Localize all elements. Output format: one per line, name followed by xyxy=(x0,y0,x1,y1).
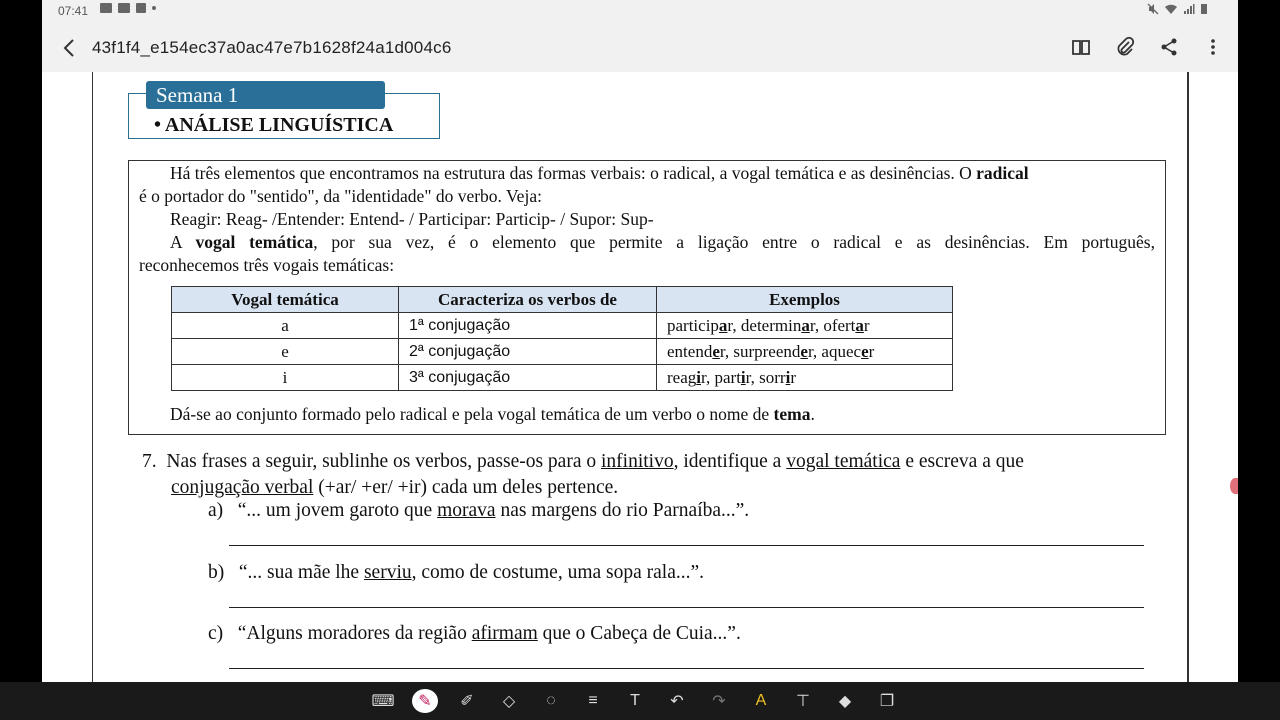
page-left-border xyxy=(92,72,93,682)
item-text: “Alguns moradores da região xyxy=(237,623,472,644)
shapes-icon[interactable]: ◆ xyxy=(838,693,852,710)
item-letter: a) xyxy=(208,500,224,521)
conjugacao-term: conjugação verbal xyxy=(171,477,314,498)
vogal-cell: a xyxy=(172,313,399,339)
table-row xyxy=(172,365,953,391)
question-text: (+ar/ +er/ +ir) cada um deles pertence. xyxy=(313,477,619,498)
exemplos-cell: entender, surpreender, aquecer xyxy=(657,339,953,365)
page-right-border xyxy=(1187,72,1189,682)
example-verb: ofertar xyxy=(823,315,870,335)
table-row xyxy=(172,313,953,339)
vogal-tematica-term: vogal temática xyxy=(195,232,314,252)
exemplos-cell: reagir, partir, sorrir xyxy=(657,365,953,391)
thematic-vowel: i xyxy=(740,367,746,387)
facebook-icon xyxy=(136,3,146,13)
question-item xyxy=(208,562,704,584)
example-verb: entender xyxy=(667,341,725,361)
vogal-tematica-term: vogal temática xyxy=(786,451,901,472)
signal-icon xyxy=(1183,3,1195,15)
tema-definition xyxy=(170,403,815,426)
read-mode-button[interactable] xyxy=(1070,36,1092,58)
radical-examples: Reagir: Reag- /Entender: Entend- / Participar: Particip- / Supor: Sup- xyxy=(170,209,654,229)
tema-term: tema xyxy=(773,404,811,424)
example-verb: aquecer xyxy=(821,341,875,361)
question-item xyxy=(208,500,749,522)
page-icon[interactable]: ❐ xyxy=(879,693,895,710)
table-header: Vogal temática xyxy=(172,287,399,313)
conjugacao-cell: 1ª conjugação xyxy=(399,313,657,339)
back-arrow-icon[interactable] xyxy=(58,36,82,60)
question-text: Nas frases a seguir, sublinhe os verbos, passe-os para o xyxy=(166,451,601,472)
share-button[interactable] xyxy=(1158,36,1180,58)
status-bar xyxy=(42,0,1238,24)
gallery-icon xyxy=(118,3,130,13)
redo-icon[interactable]: ↷ xyxy=(712,693,726,710)
exemplos-cell: participar, determinar, ofertar xyxy=(657,313,953,339)
intro-paragraph-2 xyxy=(170,231,1155,254)
tema-end: . xyxy=(810,404,815,424)
battery-icon xyxy=(1200,3,1208,15)
app-bar xyxy=(42,24,1238,72)
answer-line[interactable] xyxy=(229,545,1144,546)
drawing-toolbar xyxy=(0,682,1280,720)
vogal-cell: e xyxy=(172,339,399,365)
item-verb: serviu xyxy=(363,562,412,583)
keyboard-icon[interactable]: ⌨ xyxy=(371,693,395,710)
text-spacing-icon[interactable]: ≡ xyxy=(588,692,598,709)
example-verb: determinar xyxy=(740,315,815,335)
table-header-row xyxy=(172,287,953,313)
system-icons xyxy=(1147,3,1208,15)
pen-icon[interactable]: ✎ xyxy=(412,689,438,713)
mute-icon xyxy=(1147,3,1159,15)
table-header: Exemplos xyxy=(657,287,953,313)
vogal-cell: i xyxy=(172,365,399,391)
intro-p2-mid: , por sua vez, é o elemento que permite a ligação entre o radical e as desinências. Em português, xyxy=(313,232,1155,252)
item-text: , como de costume, uma sopa rala...”. xyxy=(411,562,705,583)
undo-icon[interactable]: ↶ xyxy=(670,693,684,710)
item-verb: morava xyxy=(437,500,496,521)
text-tool-icon[interactable]: T xyxy=(630,692,640,709)
thematic-vowel: i xyxy=(696,367,701,387)
section-title: • ANÁLISE LINGUÍSTICA xyxy=(154,114,394,136)
radical-term: radical xyxy=(976,163,1029,183)
intro-paragraph-1 xyxy=(170,162,1155,185)
item-text: “... um jovem garoto que xyxy=(237,500,438,521)
infinitivo-term: infinitivo xyxy=(600,451,674,472)
document-page[interactable] xyxy=(42,72,1238,682)
text-recognition-icon[interactable]: A xyxy=(755,692,767,709)
answer-line[interactable] xyxy=(229,668,1144,669)
thematic-vowel: e xyxy=(861,341,869,361)
intro-p2-start: A xyxy=(170,232,196,252)
thematic-vowel: e xyxy=(800,341,808,361)
video-icon xyxy=(100,3,112,13)
tema-text: Dá-se ao conjunto formado pelo radical e pela vogal temática de um verbo o nome de xyxy=(170,404,774,424)
text-box-icon[interactable]: ⊤ xyxy=(796,693,810,710)
item-text: nas margens do rio Parnaíba...”. xyxy=(495,500,750,521)
question-text: e escreva a que xyxy=(900,451,1024,472)
app-actions xyxy=(1070,36,1224,58)
more-options-button[interactable] xyxy=(1202,36,1224,58)
intro-p1-text: Há três elementos que encontramos na estrutura das formas verbais: o radical, a vogal temática e as desinências. O xyxy=(170,163,977,183)
lasso-icon[interactable]: ◌ xyxy=(546,692,556,709)
conjugacao-cell: 2ª conjugação xyxy=(399,339,657,365)
intro-paragraph-2-cont: reconhecemos três vogais temáticas: xyxy=(139,255,395,275)
eraser-icon[interactable]: ◇ xyxy=(502,693,516,710)
conjugacao-cell: 3ª conjugação xyxy=(399,365,657,391)
notification-icons xyxy=(100,3,156,13)
example-verb: participar xyxy=(667,315,733,335)
thematic-vowel: i xyxy=(785,367,791,387)
item-letter: b) xyxy=(208,562,225,583)
thematic-vowel: a xyxy=(855,315,864,335)
table-header: Caracteriza os verbos de xyxy=(399,287,657,313)
item-letter: c) xyxy=(208,623,224,644)
week-tab: Semana 1 xyxy=(146,81,385,109)
status-time: 07:41 xyxy=(58,4,89,18)
vogal-tematica-table xyxy=(171,286,953,391)
thematic-vowel: e xyxy=(712,341,720,361)
example-verb: partir xyxy=(714,367,751,387)
thematic-vowel: a xyxy=(801,315,810,335)
highlighter-icon[interactable]: ✐ xyxy=(460,693,474,710)
thematic-vowel: a xyxy=(718,315,728,335)
question-number: 7. xyxy=(142,451,157,472)
intro-paragraph-1-cont: é o portador do "sentido", da "identidade" do verbo. Veja: xyxy=(139,186,542,206)
attach-button[interactable] xyxy=(1114,36,1136,58)
answer-line[interactable] xyxy=(229,607,1144,608)
table-row xyxy=(172,339,953,365)
question-text: , identifique a xyxy=(673,451,787,472)
wifi-icon xyxy=(1164,3,1178,15)
file-title: 43f1f4_e154ec37a0ac47e7b1628f24a1d004c6 xyxy=(92,38,452,57)
example-verb: surpreender xyxy=(733,341,813,361)
item-verb: afirmam xyxy=(471,623,538,644)
example-verb: sorrir xyxy=(759,367,796,387)
item-text: “... sua mãe lhe xyxy=(238,562,364,583)
more-notifications-icon xyxy=(152,6,156,10)
item-text: que o Cabeça de Cuia...”. xyxy=(537,623,741,644)
question-item xyxy=(208,623,741,645)
scroll-handle[interactable] xyxy=(1230,478,1238,494)
question-7 xyxy=(142,449,1162,501)
example-verb: reagir xyxy=(667,367,706,387)
